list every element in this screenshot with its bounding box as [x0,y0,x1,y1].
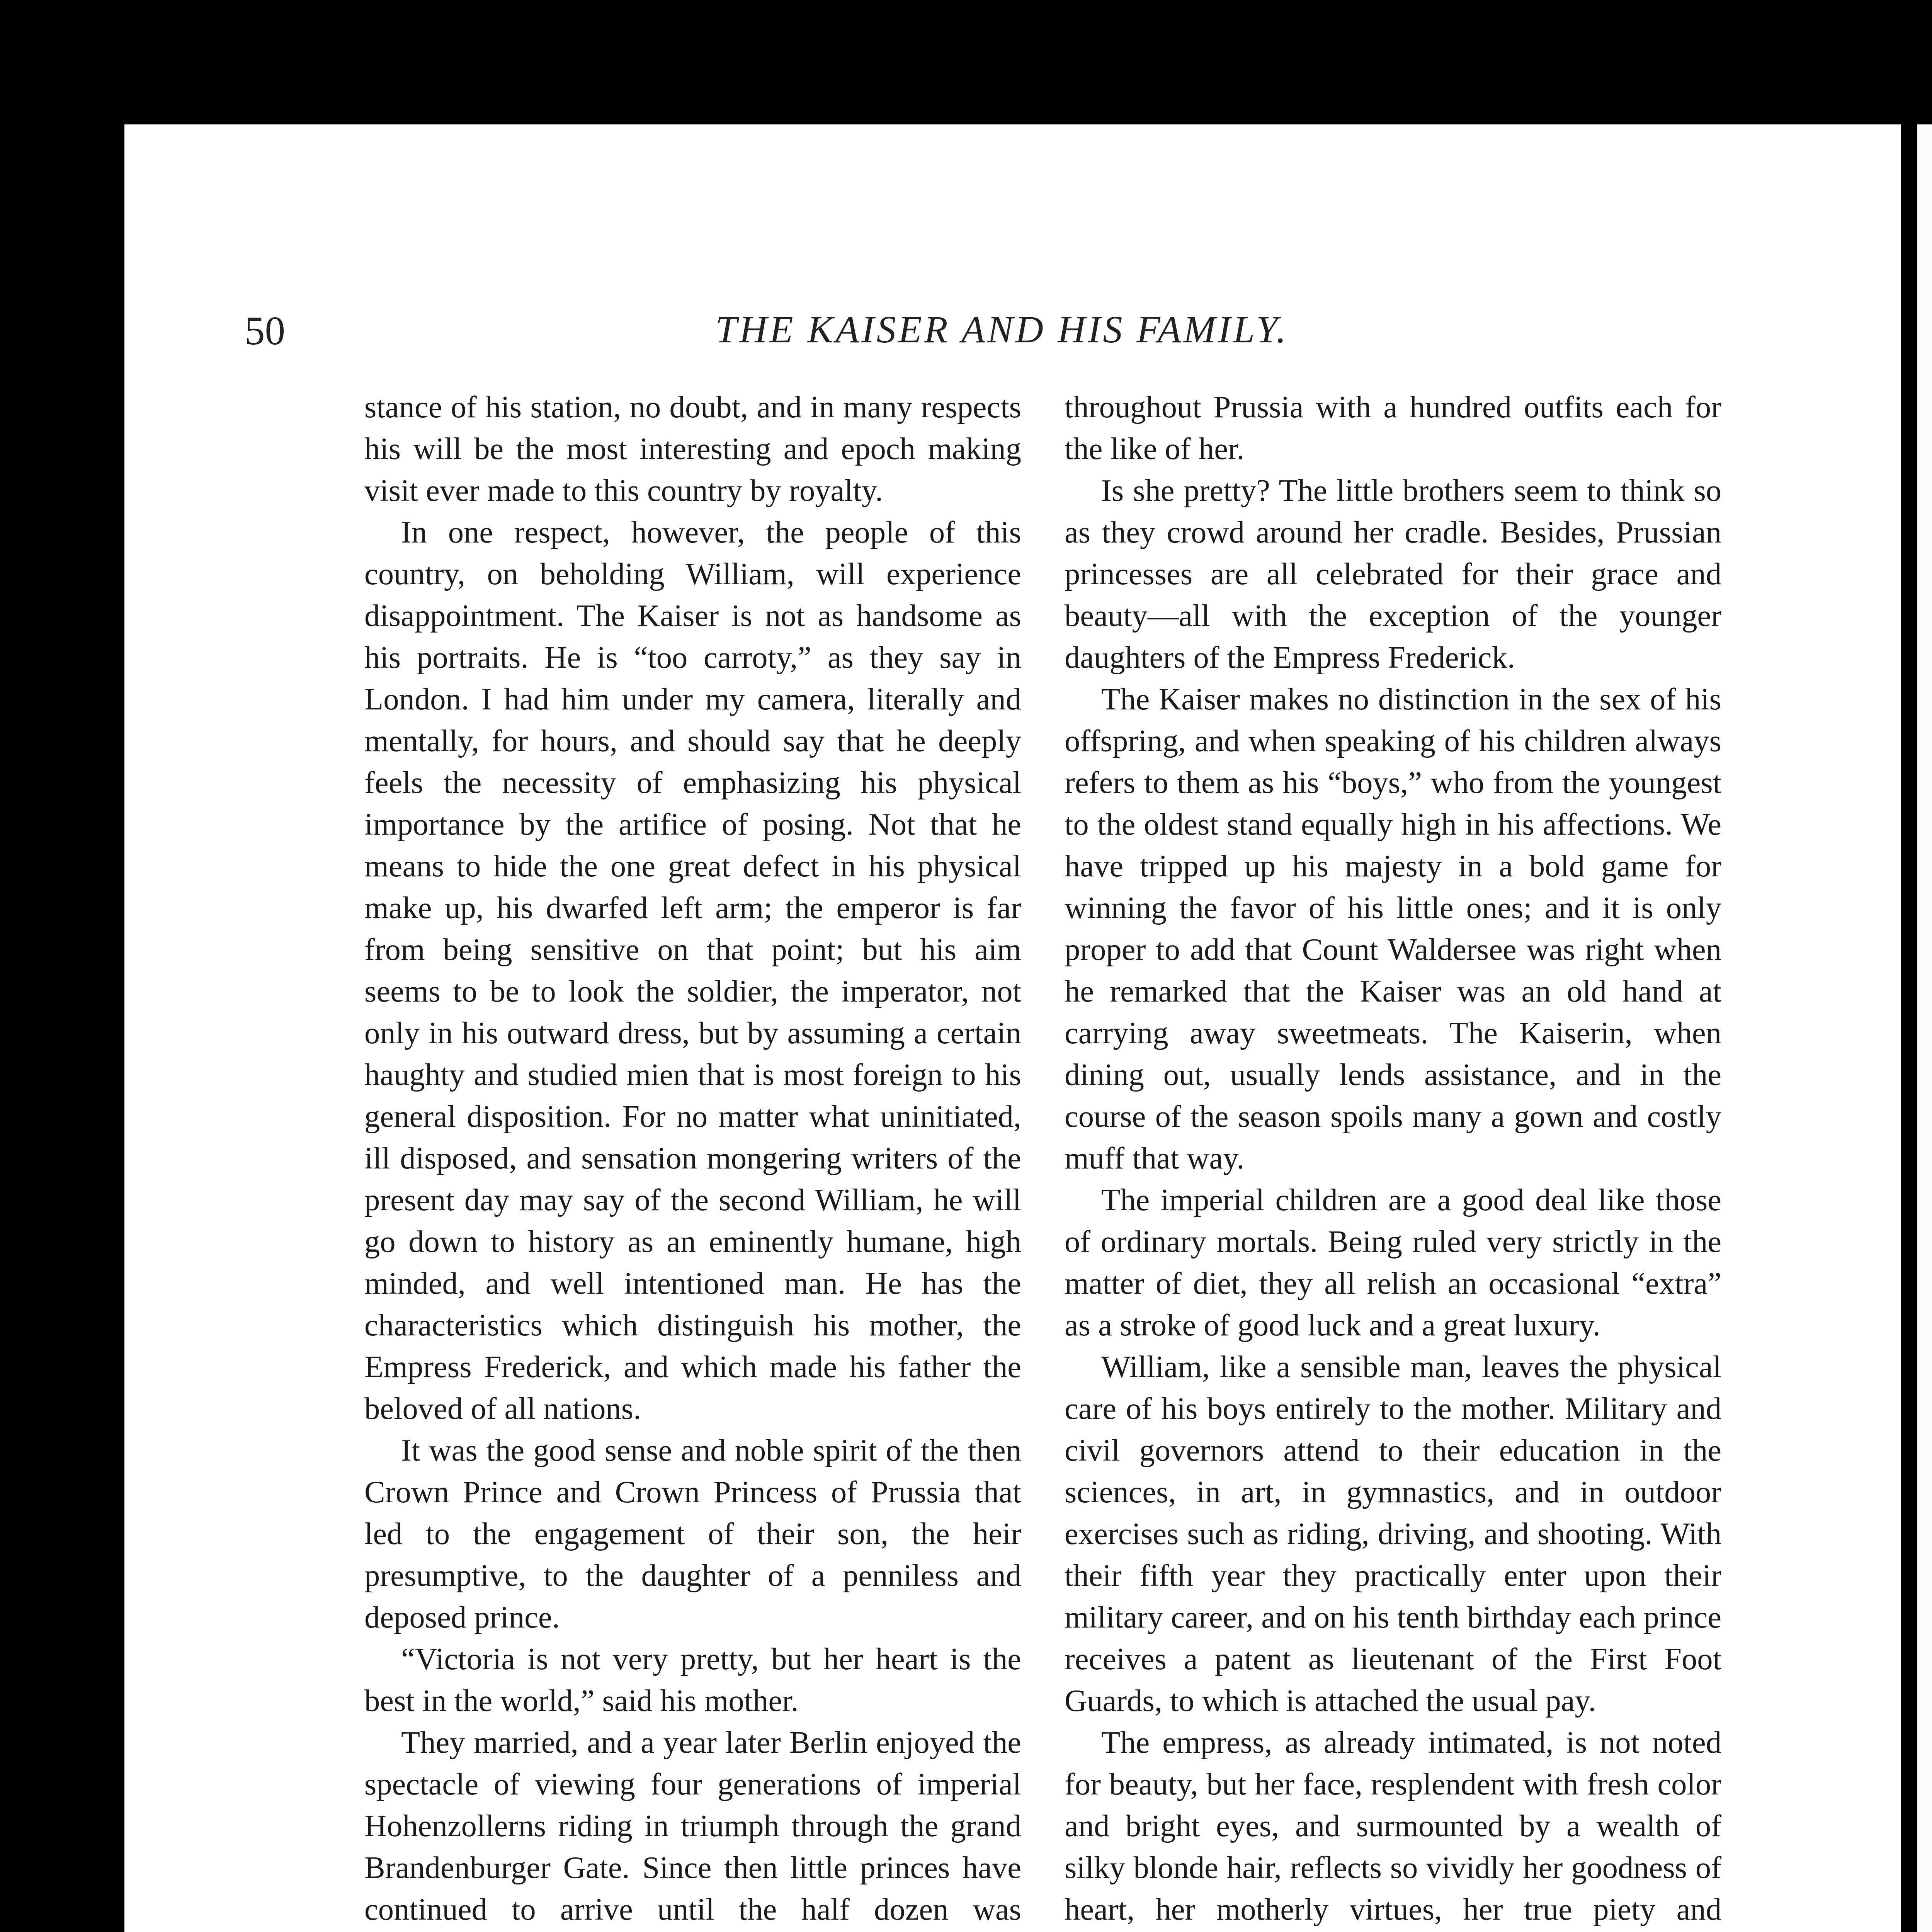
paragraph: The imperial children are a good deal like those of ordinary mortals. Being ruled very strictly in the matter of diet, they all relish an occasional “extra” as a stroke of good luck and a great luxury. [1065,1183,1721,1342]
paragraph: In one respect, however, the people of this country, on beholding William, will experience disappointment. The Kaiser is not as handsome as his portraits. He is “too carroty,” as they say in London. I had him under my camera, literally and mentally, for hours, and should say that he deeply feels the necessity of emphasizing his physical importance by the artifice of posing. Not that he means to hide the one great defect in his physical make up, his dwarfed left arm; the emperor is far from being sensitive on that point; but his aim seems to be to look the soldier, the imperator, not only in his outward dress, but by assuming a certain haughty and studied mien that is most foreign to his general disposition. For no matter what uninitiated, ill disposed, and sensation mongering writers of the present day may say of the second William, he will go down to history as an eminently humane, high minded, and well intentioned man. He has the characteristics which distinguish his mother, the Empress Frederick, and which made his father the beloved of all nations. [364,515,1021,1426]
paragraph: William, like a sensible man, leaves the physical care of his boys entirely to the mother. Military and civil governors attend to their education in the sciences, in art, in gymnastics, and in outdoor exercises such as riding, driving, and shooting. With their fifth year they practically enter upon their military career, and on his tenth birthday each prince receives a patent as lieutenant of the First Foot Guards, to which is attached the usual pay. [1065,1350,1721,1718]
right-column [1065,386,1721,1932]
page-number: 50 [245,308,285,353]
paragraph: They married, and a year later Berlin enjoyed the spectacle of viewing four generations of imperial Hohenzollerns riding in triumph through the grand Brandenburger Gate. Since then little princes have continued to arrive until the half dozen was [364,1725,1021,1927]
paragraph: The Kaiser makes no distinction in the sex of his offspring, and when speaking of his children always refers to them as his “boys,” who from the youngest to the oldest stand equally high in his affections. We have tripped up his majesty in a bold game for winning the favor of his little ones; and it is only proper to add that Count Waldersee was right when he remarked that the Kaiser was an old hand at carrying away sweetmeats. The Kaiserin, when dining out, usually lends assistance, and in the course of the season spoils many a gown and costly muff that way. [1065,682,1721,1175]
paragraph: The empress, as already intimated, is not noted for beauty, but her face, resplendent with fresh color and bright eyes, and surmounted by a wealth of silky blonde hair, reflects so vividly her goodness of heart, her motherly virtues, her true piety and [1065,1725,1721,1927]
paragraph: “Victoria is not very pretty, but her heart is the best in the world,” said his mother. [364,1642,1021,1718]
left-column [364,386,1021,1932]
paragraph: It was the good sense and noble spirit of the then Crown Prince and Crown Princess of Prussia that led to the engagement of their son, the heir presumptive, to the daughter of a penniless and deposed prince. [364,1433,1021,1634]
adjacent-page-edge [1917,124,1932,1932]
paragraph: stance of his station, no doubt, and in many respects his will be the most interesting and epoch making visit ever made to this country by royalty. [364,390,1021,508]
paragraph: throughout Prussia with a hundred outfits each for the like of her. [1065,390,1721,466]
running-title: THE KAISER AND HIS FAMILY. [715,308,1289,351]
page-header [245,307,1713,365]
paragraph: Is she pretty? The little brothers seem to think so as they crowd around her cradle. Besides, Prussian princesses are all celebrated for their grace and beauty—all with the exception of the younger daughters of the Empress Frederick. [1065,473,1721,675]
